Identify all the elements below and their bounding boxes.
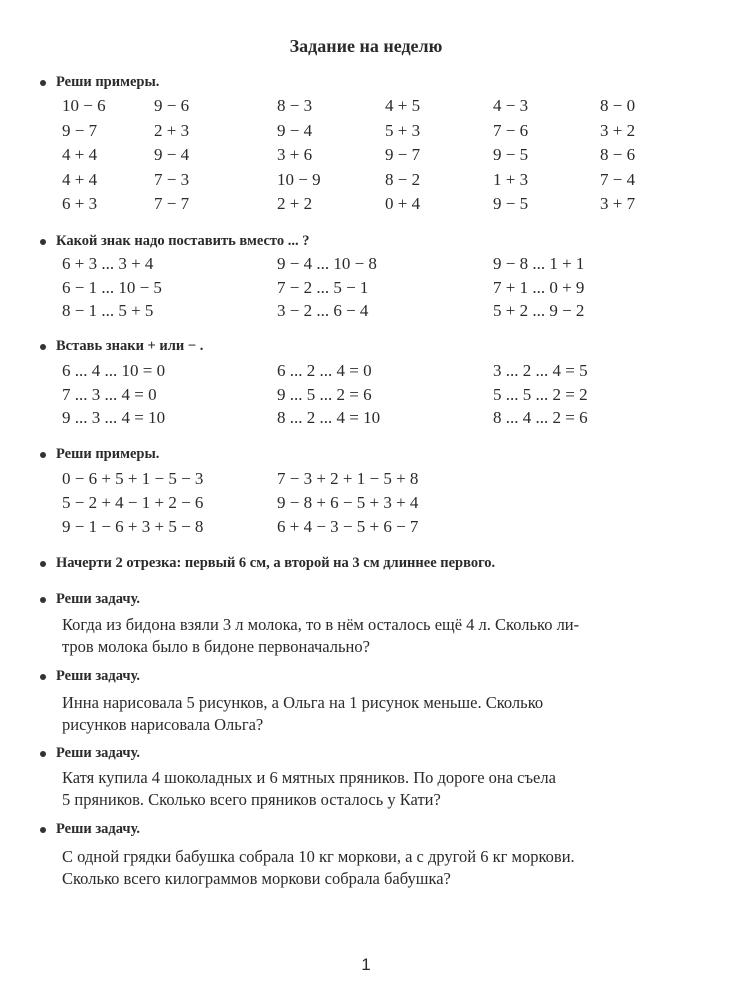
example: 8 − 0 xyxy=(600,96,636,115)
page-number: 1 xyxy=(361,955,371,974)
section-heading-text: Реши задачу. xyxy=(56,745,141,761)
example: 5 ... 5 ... 2 = 2 xyxy=(493,384,588,404)
example: 9 − 7 xyxy=(385,145,421,164)
example: 1 + 3 xyxy=(493,169,529,189)
example: 5 − 2 + 4 − 1 + 2 − 6 xyxy=(62,493,204,512)
example: 6 + 3 ... 3 + 4 xyxy=(62,254,154,273)
example: 3 + 7 xyxy=(600,194,636,213)
example: 9 − 4 xyxy=(154,145,190,164)
example: 8 ... 4 ... 2 = 6 xyxy=(493,408,588,427)
example: 10 − 9 xyxy=(277,169,321,189)
task-text-line: Инна нарисовала 5 рисунков, а Ольга на 1 рисунок меньше. Сколько xyxy=(62,693,544,712)
example: 9 − 8 + 6 − 5 + 3 + 4 xyxy=(277,493,419,512)
example: 8 − 3 xyxy=(277,96,313,115)
task-heading xyxy=(40,668,140,685)
section-heading-text: Вставь знаки + или − . xyxy=(56,338,204,354)
example: 9 ... 5 ... 2 = 6 xyxy=(277,384,372,404)
example: 4 + 5 xyxy=(385,96,421,115)
example: 9 − 6 xyxy=(154,96,190,115)
task-text-line: рисунков нарисовала Ольга? xyxy=(62,715,264,734)
bullet-icon xyxy=(40,597,46,603)
example: 8 − 1 ... 5 + 5 xyxy=(62,301,154,320)
section-heading-text: Реши примеры. xyxy=(56,74,160,90)
example: 2 + 3 xyxy=(154,120,190,140)
bullet-icon xyxy=(40,344,46,350)
bullet-icon xyxy=(40,239,46,245)
section-heading xyxy=(40,74,159,91)
example: 9 − 4 ... 10 − 8 xyxy=(277,254,377,273)
example: 5 + 3 xyxy=(385,120,421,140)
task-heading xyxy=(40,821,140,838)
task-text-line: тров молока было в бидоне первоначально? xyxy=(62,637,370,656)
example: 4 + 4 xyxy=(62,169,98,189)
example: 7 − 6 xyxy=(493,120,529,140)
example: 4 − 3 xyxy=(493,96,529,115)
section-heading-text: Реши задачу. xyxy=(56,668,141,684)
example: 9 − 1 − 6 + 3 + 5 − 8 xyxy=(62,517,204,536)
section-heading-text: Реши задачу. xyxy=(56,821,141,837)
example: 3 ... 2 ... 4 = 5 xyxy=(493,361,588,380)
example: 9 ... 3 ... 4 = 10 xyxy=(62,408,166,427)
bullet-icon xyxy=(40,674,46,680)
example: 7 − 7 xyxy=(154,194,190,213)
example: 2 + 2 xyxy=(277,194,313,213)
example: 3 − 2 ... 6 − 4 xyxy=(277,301,369,320)
example: 7 ... 3 ... 4 = 0 xyxy=(62,384,157,404)
page-title: Задание на неделю xyxy=(289,36,443,56)
example: 7 + 1 ... 0 + 9 xyxy=(493,277,585,297)
example: 9 − 4 xyxy=(277,120,313,140)
section-heading-text: Реши задачу. xyxy=(56,591,141,607)
example: 3 + 6 xyxy=(277,145,313,164)
task-text-line: Катя купила 4 шоколадных и 6 мятных пряников. По дороге она съела xyxy=(62,768,556,787)
bullet-icon xyxy=(40,561,46,567)
example: 9 − 7 xyxy=(62,120,98,140)
example: 7 − 4 xyxy=(600,169,636,189)
example: 0 + 4 xyxy=(385,194,421,213)
example: 6 ... 4 ... 10 = 0 xyxy=(62,361,166,380)
section-heading xyxy=(40,555,495,572)
bullet-icon xyxy=(40,751,46,757)
task-text-line: Когда из бидона взяли 3 л молока, то в нём осталось ещё 4 л. Сколько ли- xyxy=(62,615,580,634)
bullet-icon xyxy=(40,80,46,86)
example: 8 − 2 xyxy=(385,169,421,189)
section-heading-text: Какой знак надо поставить вместо ... ? xyxy=(56,233,310,249)
task-text-line: С одной грядки бабушка собрала 10 кг моркови, а с другой 6 кг моркови. xyxy=(62,847,575,866)
example: 9 − 5 xyxy=(493,145,529,164)
example: 8 − 6 xyxy=(600,145,636,164)
example: 10 − 6 xyxy=(62,96,106,115)
section-heading-text: Начерти 2 отрезка: первый 6 см, а второй на 3 см длиннее первого. xyxy=(56,555,496,571)
task-text-line: Сколько всего килограммов моркови собрала бабушка? xyxy=(62,869,451,888)
example: 6 + 4 − 3 − 5 + 6 − 7 xyxy=(277,517,419,536)
example: 6 ... 2 ... 4 = 0 xyxy=(277,361,372,380)
section-heading xyxy=(40,446,159,463)
section-heading xyxy=(40,338,203,355)
example: 9 − 8 ... 1 + 1 xyxy=(493,254,585,273)
example: 0 − 6 + 5 + 1 − 5 − 3 xyxy=(62,469,204,488)
task-heading xyxy=(40,745,140,762)
example: 4 + 4 xyxy=(62,145,98,164)
bullet-icon xyxy=(40,827,46,833)
section-heading xyxy=(40,233,309,250)
example: 3 + 2 xyxy=(600,120,636,140)
example: 6 − 1 ... 10 − 5 xyxy=(62,277,162,297)
example: 9 − 5 xyxy=(493,194,529,213)
task-text-line: 5 пряников. Сколько всего пряников осталось у Кати? xyxy=(62,790,441,809)
section-heading-text: Реши примеры. xyxy=(56,446,160,462)
example: 7 − 3 xyxy=(154,169,190,189)
example: 8 ... 2 ... 4 = 10 xyxy=(277,408,381,427)
bullet-icon xyxy=(40,452,46,458)
example: 5 + 2 ... 9 − 2 xyxy=(493,301,585,320)
example: 6 + 3 xyxy=(62,194,98,213)
example: 7 − 2 ... 5 − 1 xyxy=(277,277,369,297)
task-heading xyxy=(40,591,140,608)
example: 7 − 3 + 2 + 1 − 5 + 8 xyxy=(277,469,419,488)
